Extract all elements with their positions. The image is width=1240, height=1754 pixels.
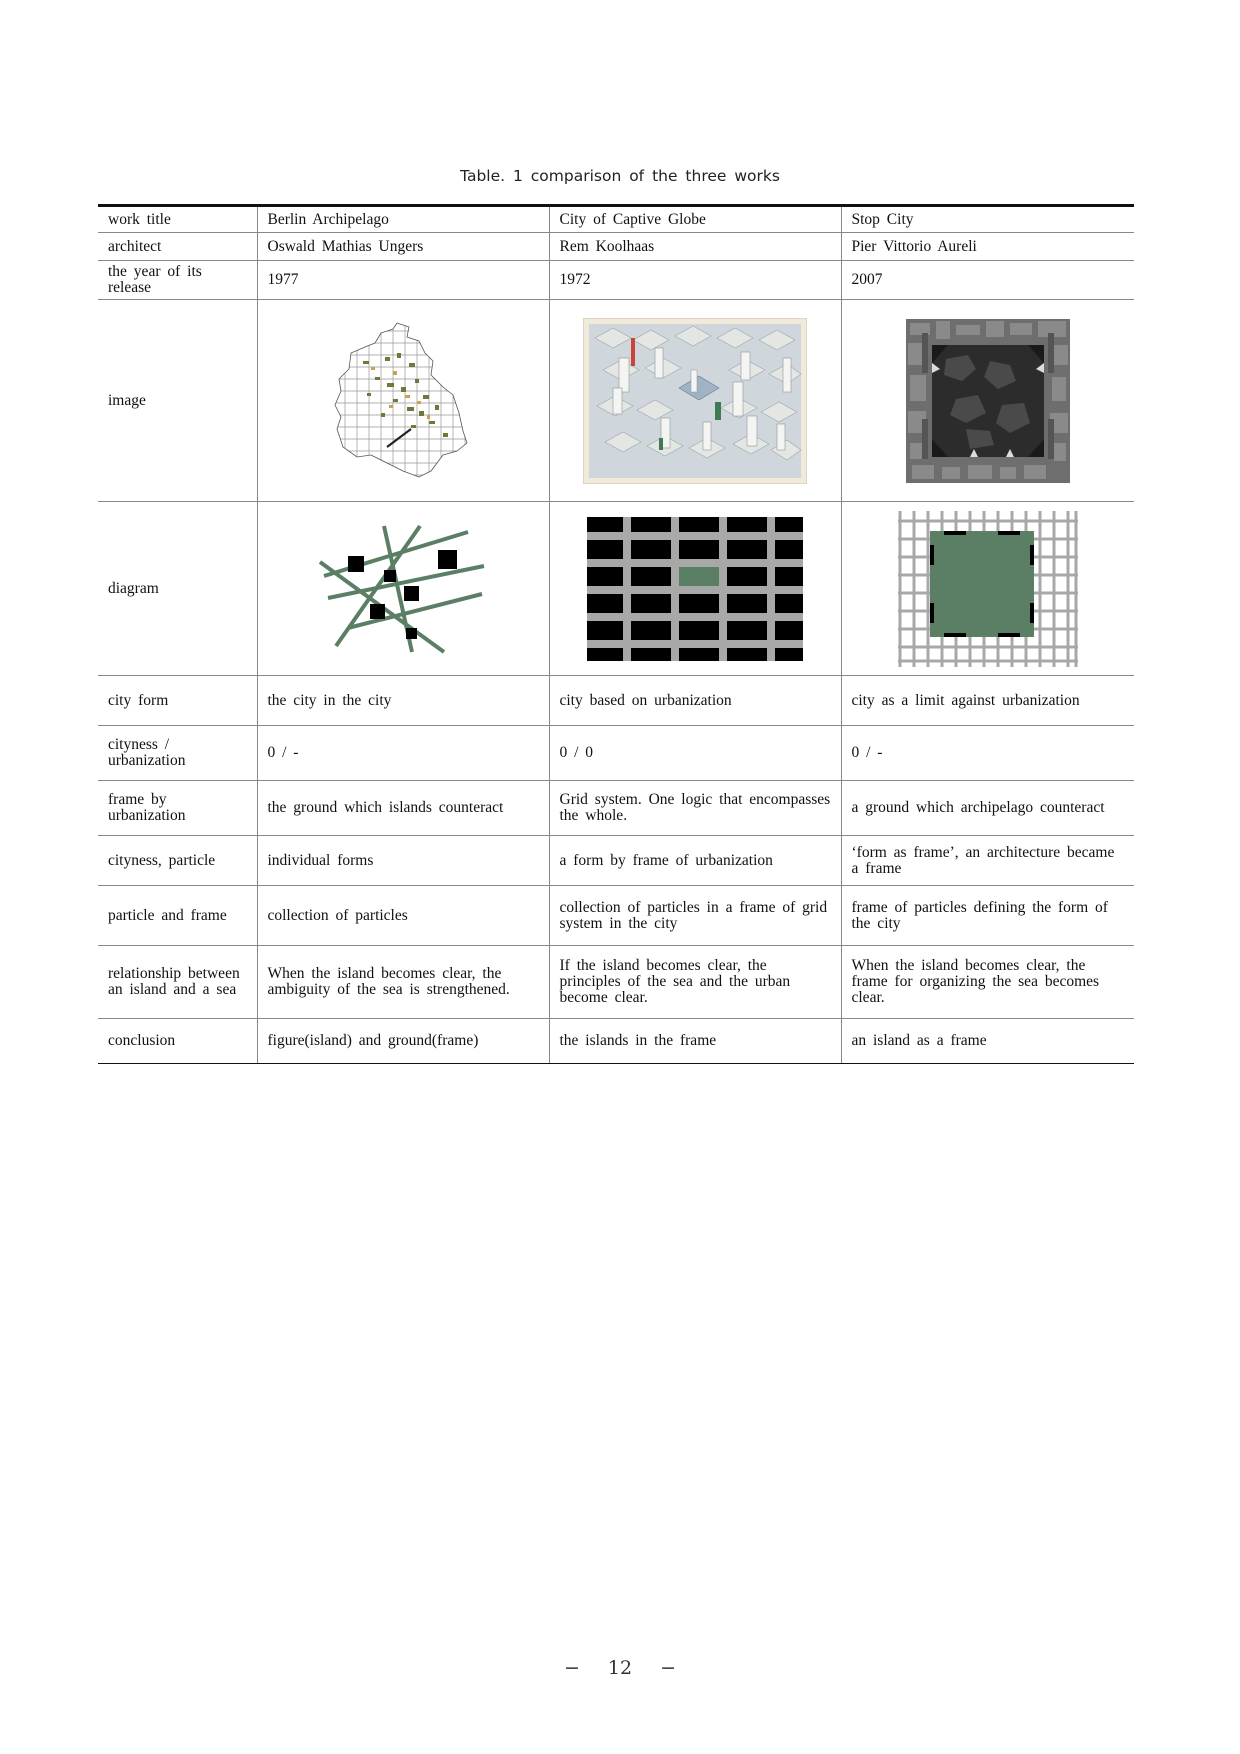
table-row (98, 781, 1134, 836)
table-row (98, 1019, 1134, 1064)
cell-city-form-berlin: the city in the city (257, 676, 549, 726)
row-label-particle-and-frame: particle and frame (98, 886, 257, 946)
row-label-diagram: diagram (98, 502, 257, 676)
table-row (98, 676, 1134, 726)
cell-year-globe: 1972 (549, 261, 841, 300)
frame-diagram-stop (898, 511, 1078, 667)
cell-relationship-stop: When the island becomes clear, the frame for organizing the sea becomes clear. (841, 946, 1134, 1019)
cell-particle-stop: ‘form as frame’, an architecture became a frame (841, 836, 1134, 886)
cell-cityness-globe: 0 / 0 (549, 726, 841, 781)
cell-work-title-stop: Stop City (841, 206, 1134, 233)
cell-cityness-stop: 0 / - (841, 726, 1134, 781)
page-dash-left: − (563, 1657, 580, 1679)
cell-conclusion-berlin: figure(island) and ground(frame) (257, 1019, 549, 1064)
cell-image-stop (841, 300, 1134, 502)
table-row (98, 206, 1134, 233)
table-row (98, 502, 1134, 676)
table-row (98, 726, 1134, 781)
row-label-image: image (98, 300, 257, 502)
cell-work-title-globe: City of Captive Globe (549, 206, 841, 233)
row-label-frame-by-urbanization: frame by urbanization (98, 781, 257, 836)
cell-architect-globe: Rem Koolhaas (549, 233, 841, 261)
cell-image-globe (549, 300, 841, 502)
berlin-map-image (323, 321, 483, 481)
cell-conclusion-globe: the islands in the frame (549, 1019, 841, 1064)
cell-diagram-berlin (257, 502, 549, 676)
cell-relationship-berlin: When the island becomes clear, the ambiguity of the sea is strengthened. (257, 946, 549, 1019)
cell-frame-stop: a ground which archipelago counteract (841, 781, 1134, 836)
captive-globe-painting-image (583, 318, 807, 484)
cell-frame-berlin: the ground which islands counteract (257, 781, 549, 836)
cell-particle-frame-berlin: collection of particles (257, 886, 549, 946)
cell-diagram-stop (841, 502, 1134, 676)
cell-frame-globe: Grid system. One logic that encompasses the whole. (549, 781, 841, 836)
row-label-work-title: work title (98, 206, 257, 233)
page-dash-right: − (660, 1657, 677, 1679)
comparison-table (98, 204, 1134, 1064)
table-row (98, 946, 1134, 1019)
grid-diagram-globe (587, 517, 803, 661)
cell-city-form-globe: city based on urbanization (549, 676, 841, 726)
page-number: 12 (607, 1657, 633, 1679)
page-footer (0, 1657, 1240, 1679)
table-row (98, 836, 1134, 886)
cell-cityness-berlin: 0 / - (257, 726, 549, 781)
cell-particle-frame-globe: collection of particles in a frame of grid system in the city (549, 886, 841, 946)
cell-particle-frame-stop: frame of particles defining the form of the city (841, 886, 1134, 946)
table-row (98, 233, 1134, 261)
cell-image-berlin (257, 300, 549, 502)
cell-work-title-berlin: Berlin Archipelago (257, 206, 549, 233)
cell-particle-berlin: individual forms (257, 836, 549, 886)
row-label-city-form: city form (98, 676, 257, 726)
cell-relationship-globe: If the island becomes clear, the principles of the sea and the urban become clear. (549, 946, 841, 1019)
row-label-relationship: relationship between an island and a sea (98, 946, 257, 1019)
row-label-conclusion: conclusion (98, 1019, 257, 1064)
stop-city-aerial-image (906, 319, 1070, 483)
cell-architect-stop: Pier Vittorio Aureli (841, 233, 1134, 261)
cell-year-berlin: 1977 (257, 261, 549, 300)
row-label-architect: architect (98, 233, 257, 261)
cell-architect-berlin: Oswald Mathias Ungers (257, 233, 549, 261)
cell-year-stop: 2007 (841, 261, 1134, 300)
cell-conclusion-stop: an island as a frame (841, 1019, 1134, 1064)
table-row (98, 300, 1134, 502)
table-caption: Table. 1 comparison of the three works (460, 167, 780, 185)
table-row (98, 886, 1134, 946)
cell-diagram-globe (549, 502, 841, 676)
row-label-year: the year of its release (98, 261, 257, 300)
row-label-cityness-urbanization: cityness / urbanization (98, 726, 257, 781)
table-row (98, 261, 1134, 300)
row-label-cityness-particle: cityness, particle (98, 836, 257, 886)
cell-city-form-stop: city as a limit against urbanization (841, 676, 1134, 726)
islands-diagram-berlin (318, 524, 488, 654)
cell-particle-globe: a form by frame of urbanization (549, 836, 841, 886)
